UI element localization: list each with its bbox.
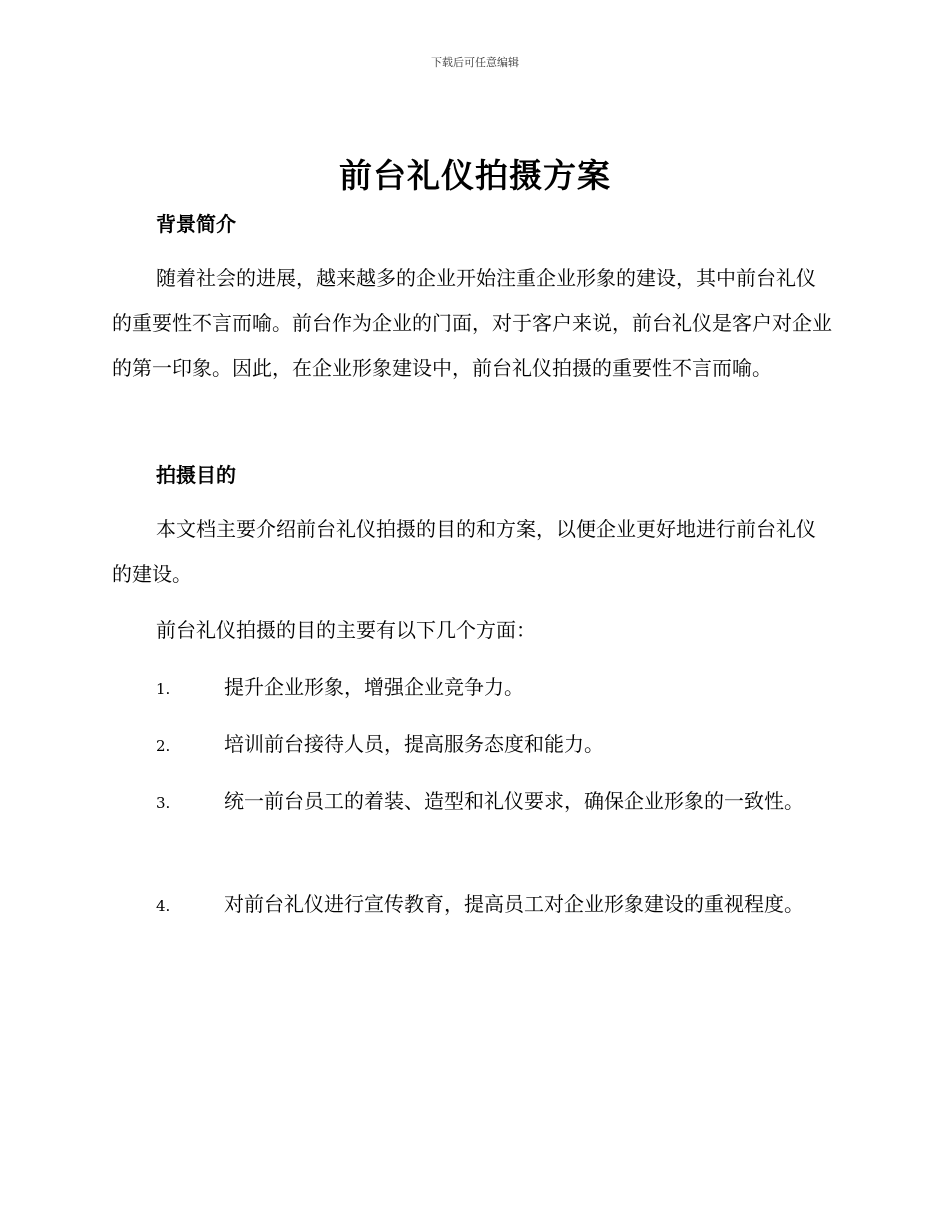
list-item — [112, 665, 832, 712]
list-item-number: 3. — [156, 794, 171, 812]
list-item-text: 培训前台接待人员，提高服务态度和能力。 — [224, 732, 604, 756]
list-item — [112, 779, 832, 826]
list-item-number: 2. — [156, 737, 171, 755]
list-item-number: 4. — [156, 897, 171, 915]
list-item-number: 1. — [156, 680, 171, 698]
paragraph-purpose-lead: 前台礼仪拍摄的目的主要有以下几个方面： — [156, 618, 536, 642]
section-heading-background: 背景简介 — [156, 212, 236, 236]
page-header: 下载后可任意编辑 — [431, 56, 519, 69]
section-heading-purpose: 拍摄目的 — [156, 463, 236, 487]
paragraph-purpose-intro: 本文档主要介绍前台礼仪拍摄的目的和方案，以便企业更好地进行前台礼仪的建设。 — [112, 517, 816, 586]
document-title: 前台礼仪拍摄方案 — [339, 156, 611, 195]
list-item — [112, 882, 832, 929]
list-item — [112, 722, 832, 769]
list-item-text: 对前台礼仪进行宣传教育，提高员工对企业形象建设的重视程度。 — [224, 892, 804, 916]
paragraph-background: 随着社会的进展，越来越多的企业开始注重企业形象的建设，其中前台礼仪的重要性不言而喻。前台作为企业的门面，对于客户来说，前台礼仪是客户对企业的第一印象。因此，在企业形象建设中，前台礼仪拍摄的重要性不言而喻。 — [112, 266, 832, 380]
list-item-text: 提升企业形象，增强企业竞争力。 — [224, 675, 524, 699]
list-item-text: 统一前台员工的着装、造型和礼仪要求，确保企业形象的一致性。 — [224, 789, 804, 813]
